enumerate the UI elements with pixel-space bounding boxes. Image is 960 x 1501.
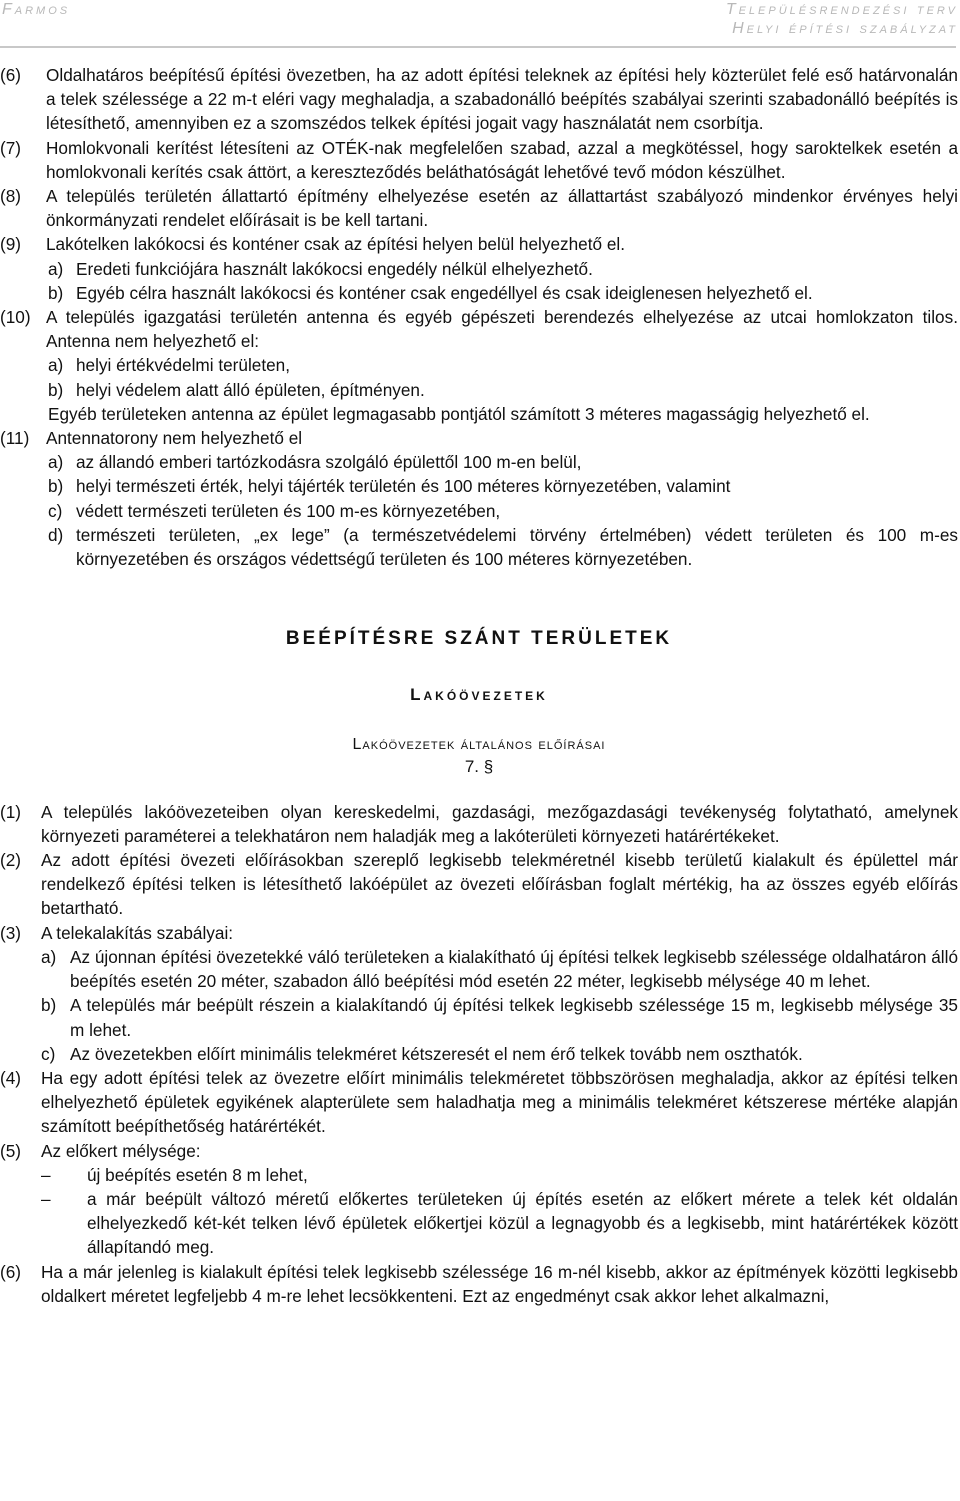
paragraph-text: A település lakóövezeteiben olyan kereskedelmi, gazdasági, mezőgazdasági tevékenység folytatható, amelynek környezeti paraméterei a telekhatáron nem haladják meg a lakóterületi környezeti határértékeket. — [41, 801, 958, 846]
list-letter: a) — [41, 946, 57, 967]
paragraph-text: A település területén állattartó építmény elhelyezése esetén az állattartást szabályozó mindenkor érvényes helyi önkormányzati rendelet előírásait is be kell tartani. — [46, 186, 958, 231]
list-letter: a) — [48, 258, 64, 279]
list-letter: b) — [48, 476, 64, 497]
list-letter: a) — [48, 452, 64, 473]
list-text: új beépítés esetén 8 m lehet, — [87, 1164, 308, 1185]
paragraph-number: (6) — [0, 65, 22, 85]
list-text: az állandó emberi tartózkodásra szolgáló épülettől 100 m-en belül, — [76, 452, 582, 473]
list-item — [0, 281, 958, 305]
section-paragraph-6 — [0, 1260, 958, 1308]
list-text: A település már beépült részein a kialakítandó új építési telkek legkisebb szélessége 15 m, legkisebb mélysége 35 m lehet. — [70, 995, 958, 1040]
section-paragraph-5 — [0, 1139, 958, 1163]
list-item — [0, 1163, 958, 1187]
dash-marker: – — [41, 1164, 51, 1185]
main-heading: BEÉPÍTÉSRE SZÁNT TERÜLETEK — [285, 628, 673, 650]
list-letter: a) — [48, 355, 64, 376]
paragraph-number: (5) — [0, 1140, 22, 1161]
list-text: védett természeti területen és 100 m-es környezetében, — [76, 500, 501, 521]
document-body — [0, 63, 958, 1308]
list-item — [0, 945, 958, 993]
list-text: helyi védelem alatt álló épületen, építményen. — [76, 379, 425, 400]
list-item — [0, 499, 958, 523]
paragraph-number: (9) — [0, 234, 22, 255]
list-item — [0, 523, 958, 571]
paragraph-text: Lakótelken lakókocsi és konténer csak az építési helyen belül helyezhető el. — [46, 234, 625, 255]
paragraph-7 — [0, 136, 958, 184]
list-text: Egyéb célra használt lakókocsi és konténer csak engedéllyel és csak ideiglenesen helyezhető el. — [76, 282, 813, 303]
list-text: a már beépült változó méretű előkertes területeken új építés esetén az előkert mérete a telek két oldalán elhelyezkedő két-két telken lévő épületek előkertjei közül a legnagyobb és a legkisebb, mint határértékek között állapítandó meg. — [87, 1188, 958, 1258]
paragraph-number: (8) — [0, 186, 22, 207]
list-letter: d) — [48, 524, 64, 545]
paragraph-number: (3) — [0, 922, 22, 943]
paragraph-10 — [0, 305, 958, 353]
paragraph-9 — [0, 232, 958, 256]
header-right-top: Településrendezési terv — [725, 1, 958, 18]
list-letter: b) — [48, 282, 64, 303]
paragraph-text: Ha egy adott építési telek az övezetre előírt minimális telekméretet többszörösen meghaladja, akkor az építési telken elhelyezhető épületek egyikének alapterülete sem haladhatja meg a minimális telekméret kétszerese mértéke alapján számított beépíthetőség határértékét. — [41, 1067, 958, 1137]
header-left-title: Farmos — [2, 1, 71, 18]
section-paragraph-1 — [0, 800, 958, 848]
paragraph-text: A település igazgatási területén antenna és egyéb gépészeti berendezés elhelyezése az utcai homlokzaton tilos. Antenna nem helyezhető el: — [46, 307, 958, 352]
sub-heading: Lakóövezetek — [410, 685, 548, 705]
section-heading: Lakóövezetek általános előírásai — [352, 735, 606, 753]
section-number: 7. § — [464, 756, 494, 776]
paragraph-text: A telekalakítás szabályai: — [41, 922, 234, 943]
paragraph-text: Homlokvonali kerítést létesíteni az OTÉK-nak megfelelően szabad, azzal a megkötéssel, hogy saroktelkek esetén a homlokvonali kerítés csak áttört, a kereszteződés beláthatóságát lehetővé tevő módon készülhet. — [46, 137, 958, 182]
list-letter: c) — [41, 1043, 56, 1064]
list-item — [0, 1042, 958, 1066]
list-text: Eredeti funkciójára használt lakókocsi engedély nélkül elhelyezhető. — [76, 258, 593, 279]
paragraph-number: (1) — [0, 801, 22, 822]
section-paragraph-3 — [0, 921, 958, 945]
paragraph-text: Az előkert mélysége: — [41, 1140, 201, 1161]
list-text: helyi értékvédelmi területen, — [76, 355, 290, 376]
section-paragraph-4 — [0, 1066, 958, 1139]
list-text: Az újonnan építési övezetekké váló területeken a kialakítható új építési telkek legkisebb szélessége oldalhatáron álló beépítés esetén 20 méter, szabadon álló beépítési mód esetén 22 méter, legkisebb mélysége 40 m lehet. — [70, 946, 958, 992]
header-divider — [0, 46, 956, 48]
dash-marker: – — [41, 1188, 51, 1209]
list-text: helyi természeti érték, helyi tájérték területén és 100 méteres környezetében, valamint — [76, 476, 731, 497]
list-text: természeti területen, „ex lege” (a természetvédelemi törvény értelmében) védett területen és 100 m-es környezetében és országos védettségű területen és 100 méteres környezetében. — [76, 524, 958, 570]
list-letter: b) — [48, 379, 64, 400]
paragraph-text: Oldalhatáros beépítésű építési övezetben, ha az adott építési teleknek az építési hely közterület felé eső határvonalán a telek szélessége a 22 m-t eléri vagy meghaladja, a szabadonálló beépítés szabályai szerinti szabadonálló beépítés is létesíthető, amennyiben ez a szomszédos telkek építési jogait vagy használatát nem csorbítja. — [46, 65, 958, 134]
list-item — [0, 1187, 958, 1260]
paragraph-number: (7) — [0, 137, 22, 158]
list-item — [0, 450, 958, 474]
paragraph-number: (4) — [0, 1067, 22, 1088]
paragraph-tail: Egyéb területeken antenna az épület legmagasabb pontjától számított 3 méteres magasságig helyezhető el. — [48, 403, 870, 424]
paragraph-11 — [0, 426, 958, 450]
list-text: Az övezetekben előírt minimális telekméret kétszeresét el nem érő telkek tovább nem oszthatók. — [70, 1043, 803, 1064]
paragraph-number: (11) — [0, 428, 30, 449]
list-letter: c) — [48, 500, 63, 521]
header-right-title — [726, 0, 958, 38]
paragraph-number: (10) — [0, 307, 31, 328]
paragraph-number: (2) — [0, 850, 22, 871]
paragraph-text: Ha a már jelenleg is kialakult építési telek legkisebb szélessége 16 m-nél kisebb, akkor az építmények közötti legkisebb oldalkert méretet legfeljebb 4 m-re lehet lecsökkenteni. Ezt az engedményt csak akkor lehet alkalmazni, — [41, 1261, 958, 1306]
section-paragraph-2 — [0, 848, 958, 921]
paragraph-text: Antennatorony nem helyezhető el — [46, 428, 303, 449]
list-letter: b) — [41, 995, 57, 1016]
paragraph-text: Az adott építési övezeti előírásokban szereplő legkisebb telekméretnél kisebb területű kialakult és épülettel már rendelkező építési telken is létesíthető lakóépület az övezeti előírásban foglalt mértékig, ha az összes egyéb előírás betartható. — [41, 850, 958, 919]
list-item — [0, 257, 958, 281]
header-right-bottom: Helyi építési szabályzat — [732, 20, 958, 37]
list-item — [0, 378, 958, 402]
paragraph-8 — [0, 184, 958, 232]
list-item — [0, 353, 958, 377]
list-item — [0, 474, 958, 498]
paragraph-6 — [0, 63, 958, 136]
paragraph-number: (6) — [0, 1261, 22, 1282]
list-item — [0, 993, 958, 1041]
